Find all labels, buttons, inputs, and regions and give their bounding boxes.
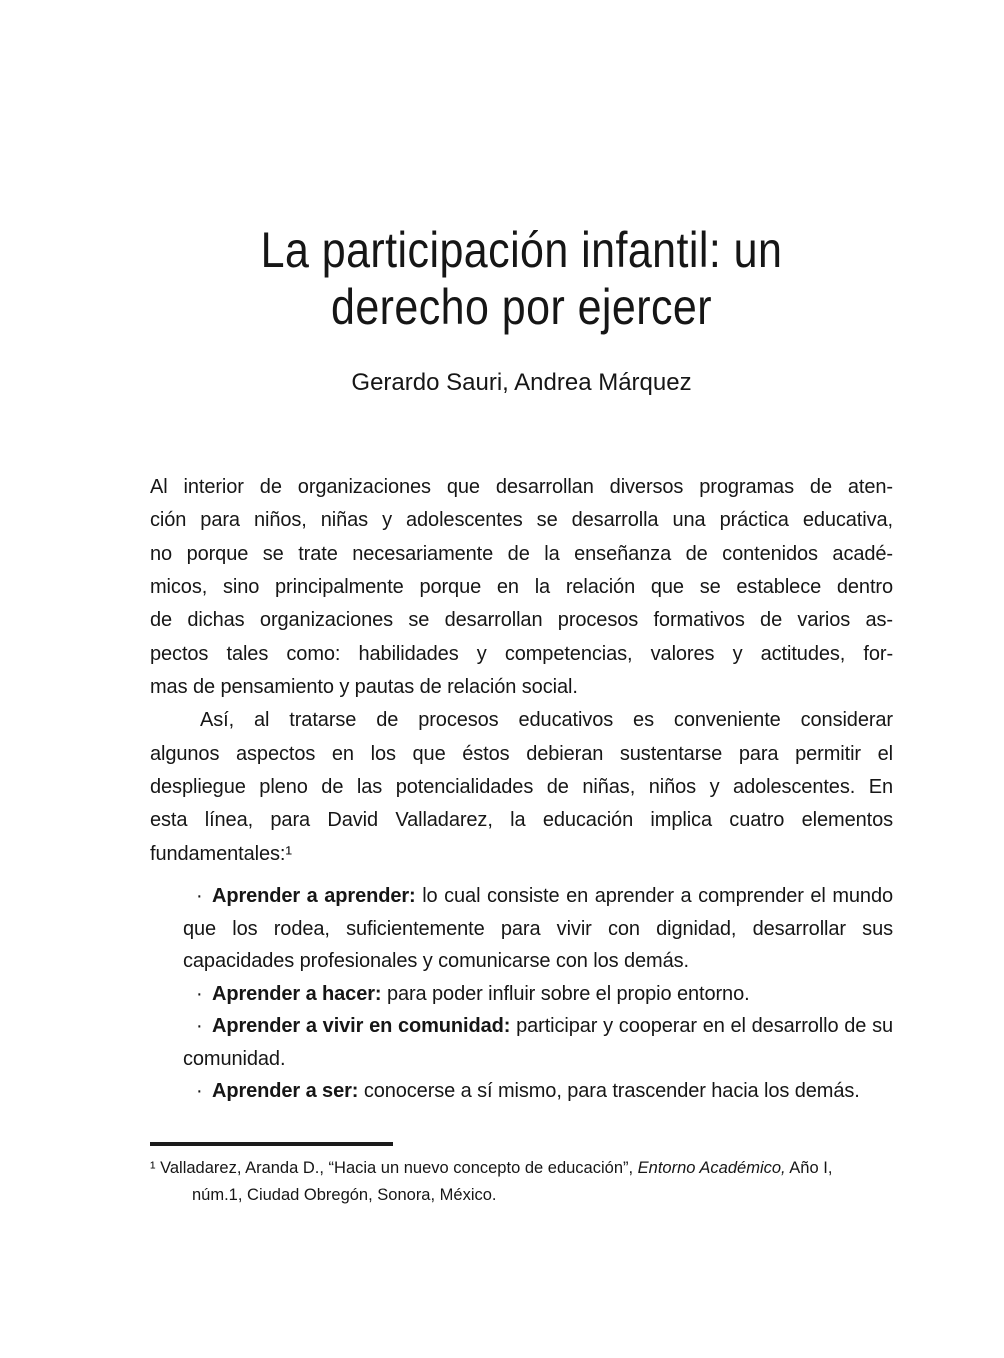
footnote-line-2: núm.1, Ciudad Obregón, Sonora, México. (192, 1186, 497, 1204)
bullet-text: participar y cooperar en el desarrollo de su comunidad. (183, 1015, 893, 1070)
text-line: mas de pensamiento y pautas de relación social. (150, 676, 578, 699)
title-line-1: La participación infantil: un (260, 222, 783, 278)
list-item-aprender-a-hacer (183, 978, 893, 1011)
bullet-icon: · (196, 982, 203, 1005)
list-item-aprender-a-ser (183, 1075, 893, 1108)
text-line: despliegue pleno de las potencialidades de niñas, niños y adolescentes. En (150, 776, 893, 799)
text-line: ción para niños, niñas y adolescentes se desarrolla una práctica educativa, (150, 509, 893, 532)
text-line: esta línea, para David Valladarez, la educación implica cuatro elementos (150, 809, 893, 832)
bullet-text: para poder influir sobre el propio entorno. (386, 982, 750, 1005)
footnote-citation-start: ¹ Valladarez, Aranda D., “Hacia un nuevo concepto de educación”, (150, 1159, 638, 1177)
list-item-aprender-a-vivir (183, 1010, 893, 1075)
authors-line: Gerardo Sauri, Andrea Márquez (351, 369, 692, 396)
bullet-icon: · (196, 885, 203, 908)
paragraph-2 (150, 704, 893, 871)
text-line: Así, al tratarse de procesos educativos es conveniente considerar (200, 709, 893, 732)
bullet-text: conocerse a sí mismo, para trascender hacia los demás. (363, 1080, 860, 1103)
footnote-journal-title: Entorno Académico, (637, 1159, 786, 1177)
bullet-lead: Aprender a hacer: (212, 982, 382, 1005)
bullet-icon: · (196, 1015, 203, 1038)
footnote-citation-end: Año I, (785, 1159, 833, 1177)
text-column (150, 0, 893, 1358)
bullet-icon: · (196, 1080, 203, 1103)
article-title (202, 222, 841, 336)
paragraph-1 (150, 471, 893, 704)
text-line: de dichas organizaciones se desarrollan procesos formativos de varios as- (150, 609, 893, 632)
footnote-separator (150, 1142, 393, 1146)
text-line: no porque se trate necesariamente de la enseñanza de contenidos acadé- (150, 542, 893, 565)
text-line: Al interior de organizaciones que desarrollan diversos programas de aten- (150, 476, 893, 498)
text-line: pectos tales como: habilidades y competencias, valores y actitudes, for- (150, 642, 893, 665)
footnote (150, 1155, 910, 1209)
text-line: micos, sino principalmente porque en la relación que se establece dentro (150, 576, 893, 599)
text-line: fundamentales:¹ (150, 842, 292, 865)
text-line: algunos aspectos en los que éstos debieran sustentarse para permitir el (150, 742, 893, 765)
bullet-lead: Aprender a ser: (212, 1080, 359, 1103)
bullet-lead: Aprender a vivir en comunidad: (212, 1015, 511, 1038)
bullet-text: lo cual consiste en aprender a comprender el mundo que los rodea, suficientemente para vivir con dignidad, desarrollar sus capacidades profesionales y comunicarse con los demás. (183, 885, 893, 973)
title-line-2: derecho por ejercer (330, 279, 713, 335)
bullet-lead: Aprender a aprender: (212, 885, 416, 908)
bullet-list (183, 880, 893, 1108)
body-text (150, 471, 893, 1108)
footnote-line-1 (150, 1155, 910, 1182)
list-item-aprender-a-aprender (183, 880, 893, 978)
